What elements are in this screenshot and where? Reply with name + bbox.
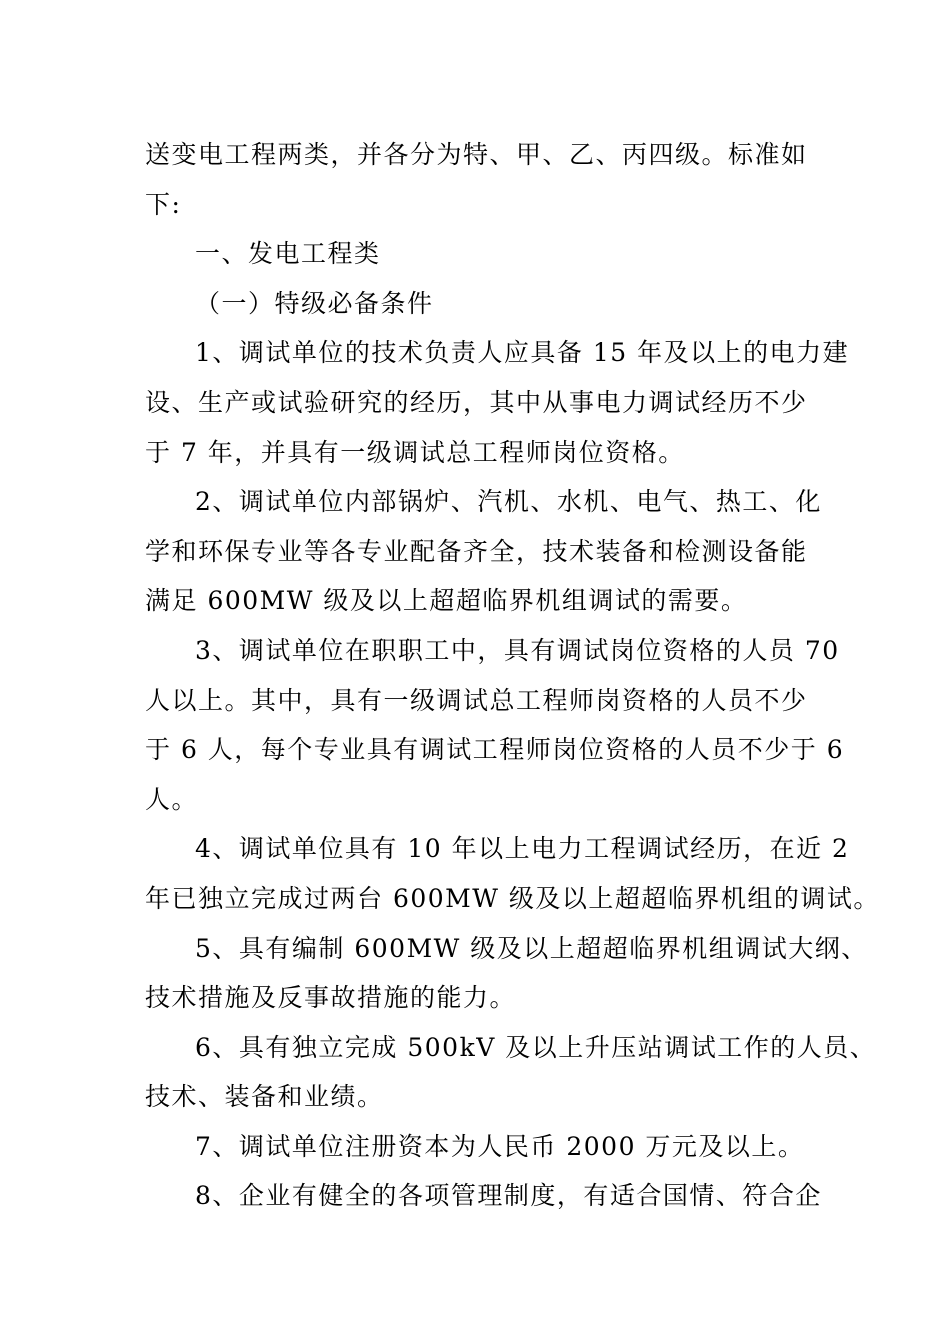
- list-item-1: [145, 328, 850, 477]
- text-line: 5、具有编制 600MW 级及以上超超临界机组调试大纲、: [195, 933, 868, 963]
- text-line: 送变电工程两类，并各分为特、甲、乙、丙四级。标准如: [145, 140, 808, 169]
- text-line: 7、调试单位注册资本为人民币 2000 万元及以上。: [195, 1131, 805, 1161]
- list-item-8: [145, 1171, 822, 1221]
- text-line: 1、调试单位的技术负责人应具备 15 年及以上的电力建: [195, 338, 850, 368]
- text-line: 技术措施及反事故措施的能力。: [145, 983, 517, 1013]
- paragraph-intro: [145, 130, 815, 229]
- list-item-5: [145, 924, 868, 1023]
- list-item-6: [145, 1023, 877, 1122]
- text-line: 学和环保专业等各专业配备齐全，技术装备和检测设备能: [145, 536, 808, 566]
- text-line: 技术、装备和业绩。: [145, 1082, 384, 1112]
- text-line: 于 6 人，每个专业具有调试工程师岗位资格的人员不少于 6: [145, 735, 845, 765]
- text-line: 年已独立完成过两台 600MW 级及以上超超临界机组的调试。: [145, 883, 880, 913]
- text-line: 设、生产或试验研究的经历，其中从事电力调试经历不少: [145, 387, 808, 417]
- text-line: 2、调试单位内部锅炉、汽机、水机、电气、热工、化: [195, 487, 822, 517]
- text-line: （一）特级必备条件: [195, 288, 434, 318]
- list-item-4: [145, 824, 880, 923]
- subsection-heading: [145, 279, 815, 329]
- text-line: 满足 600MW 级及以上超超临界机组调试的需要。: [145, 586, 748, 616]
- text-line: 人。: [145, 784, 199, 814]
- document-body: [145, 130, 880, 1221]
- section-heading: [145, 229, 815, 279]
- text-line: 4、调试单位具有 10 年以上电力工程调试经历，在近 2: [195, 834, 850, 864]
- text-line: 人以上。其中，具有一级调试总工程师岗资格的人员不少: [145, 685, 808, 715]
- text-line: 8、企业有健全的各项管理制度，有适合国情、符合企: [195, 1181, 822, 1211]
- text-line: 6、具有独立完成 500kV 及以上升压站调试工作的人员、: [195, 1032, 877, 1062]
- text-line: 下:: [145, 189, 182, 219]
- list-item-3: [145, 626, 845, 824]
- text-line: 3、调试单位在职职工中，具有调试岗位资格的人员 70: [195, 635, 840, 665]
- list-item-7: [145, 1122, 815, 1172]
- list-item-2: [145, 477, 822, 626]
- text-line: 一、发电工程类: [195, 239, 381, 269]
- text-line: 于 7 年，并具有一级调试总工程师岗位资格。: [145, 437, 685, 467]
